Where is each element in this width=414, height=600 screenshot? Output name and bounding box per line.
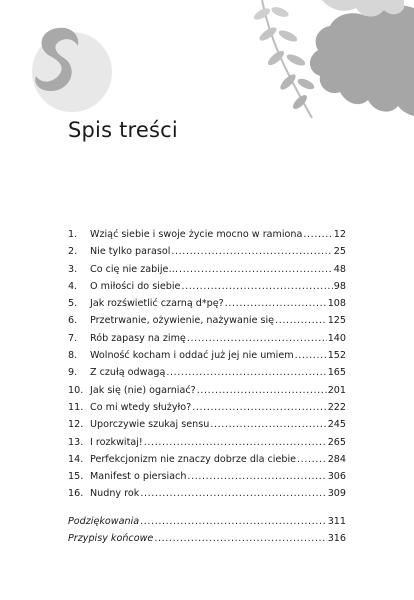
toc-label: Jak się (nie) ogarniać? — [90, 384, 196, 396]
toc-page: 48 — [333, 263, 346, 275]
toc-entry[interactable] — [68, 364, 346, 381]
toc-entry[interactable] — [68, 312, 346, 329]
toc-entry[interactable] — [68, 434, 346, 451]
toc-number: 5. — [68, 298, 78, 310]
toc-entry[interactable] — [68, 226, 346, 243]
toc-entry[interactable] — [68, 261, 346, 278]
toc-number: 10. — [68, 384, 84, 396]
toc-label: Z czułą odwagą — [90, 367, 166, 379]
dot-leader — [140, 485, 326, 502]
toc-label: Jak rozświetlić czarną d*pę? — [90, 298, 224, 310]
toc-page: 152 — [327, 350, 346, 362]
toc-page: 98 — [333, 280, 346, 292]
dot-leader — [181, 278, 332, 295]
dot-leader — [171, 243, 332, 260]
toc-page: 165 — [327, 367, 346, 379]
toc-number: 11. — [68, 401, 84, 413]
toc-label: Perfekcjonizm nie znaczy dobrze dla ciebie — [90, 453, 297, 465]
dot-leader — [303, 226, 332, 243]
toc-label: Nudny rok — [90, 488, 140, 500]
section-spacer — [68, 503, 346, 513]
toc-page: 316 — [327, 533, 346, 545]
toc-label: Manifest o piersiach — [90, 471, 187, 483]
toc-label: Nie tylko parasol — [90, 246, 171, 258]
dot-leader — [140, 513, 327, 530]
toc-number: 3. — [68, 263, 78, 275]
toc-page: 25 — [333, 246, 346, 258]
decorative-header-illustration — [0, 0, 414, 130]
toc-number: 1. — [68, 229, 78, 240]
dot-leader — [187, 330, 327, 347]
toc-entry[interactable] — [68, 416, 346, 433]
page-title: Spis treści — [68, 118, 178, 142]
toc-entry[interactable] — [68, 243, 346, 260]
dot-leader — [144, 434, 327, 451]
dot-leader — [295, 347, 327, 364]
dot-leader — [210, 416, 326, 433]
dot-leader — [192, 399, 326, 416]
coral-seaweed-decor — [310, 5, 414, 116]
toc-label: I rozkwitaj! — [90, 436, 143, 448]
toc-number: 6. — [68, 315, 78, 327]
toc-entry[interactable] — [68, 278, 346, 295]
toc-number: 15. — [68, 471, 84, 483]
toc-page: 265 — [327, 436, 346, 448]
toc-label: Rób zapasy na zimę — [90, 332, 186, 344]
toc-label: Przetrwanie, ożywienie, nażywanie się — [90, 315, 275, 327]
toc-page: 309 — [327, 488, 346, 500]
toc-label: Co cię nie zabije… — [90, 263, 179, 275]
toc-number: 4. — [68, 280, 78, 292]
dot-leader — [166, 364, 326, 381]
toc-page: 311 — [327, 515, 346, 527]
dot-leader — [297, 451, 327, 468]
toc-label: Wolność kocham i oddać już jej nie umiem — [90, 350, 294, 362]
dot-leader — [225, 295, 327, 312]
toc-label: Wziąć siebie i swoje życie mocno w ramiona — [90, 229, 303, 240]
toc-label: Przypisy końcowe — [68, 533, 154, 545]
toc-page: 306 — [327, 471, 346, 483]
toc-page: 284 — [327, 453, 346, 465]
toc-entry[interactable] — [68, 382, 346, 399]
toc-page: 245 — [327, 419, 346, 431]
toc-entry[interactable] — [68, 399, 346, 416]
toc-label: O miłości do siebie — [90, 280, 181, 292]
toc-number: 2. — [68, 246, 78, 258]
toc-page: 222 — [327, 401, 346, 413]
toc-page: 12 — [333, 229, 346, 240]
toc-entry[interactable] — [68, 485, 346, 502]
toc-number: 12. — [68, 419, 84, 431]
dot-leader — [179, 261, 333, 278]
toc-entry-endnotes[interactable] — [68, 530, 346, 547]
toc-number: 7. — [68, 332, 78, 344]
toc-number: 9. — [68, 367, 78, 379]
toc-page: 108 — [327, 298, 346, 310]
toc-entry[interactable] — [68, 347, 346, 364]
table-of-contents — [68, 226, 346, 547]
dot-leader — [154, 530, 326, 547]
toc-page: 140 — [327, 332, 346, 344]
toc-label: Uporczywie szukaj sensu — [90, 419, 210, 431]
toc-number: 14. — [68, 453, 84, 465]
toc-number: 16. — [68, 488, 84, 500]
toc-number: 13. — [68, 436, 84, 448]
toc-page: 125 — [327, 315, 346, 327]
toc-label: Co mi wtedy służyło? — [90, 401, 192, 413]
leaf-branch-decor — [252, 0, 316, 118]
toc-entry[interactable] — [68, 468, 346, 485]
dot-leader — [275, 312, 327, 329]
toc-label: Podziękowania — [68, 515, 140, 527]
toc-entry[interactable] — [68, 330, 346, 347]
toc-entry-acknowledgements[interactable] — [68, 513, 346, 530]
toc-page: 201 — [327, 384, 346, 396]
dot-leader — [187, 468, 326, 485]
dot-leader — [197, 382, 327, 399]
toc-entry[interactable] — [68, 295, 346, 312]
toc-number: 8. — [68, 350, 78, 362]
toc-entry[interactable] — [68, 451, 346, 468]
